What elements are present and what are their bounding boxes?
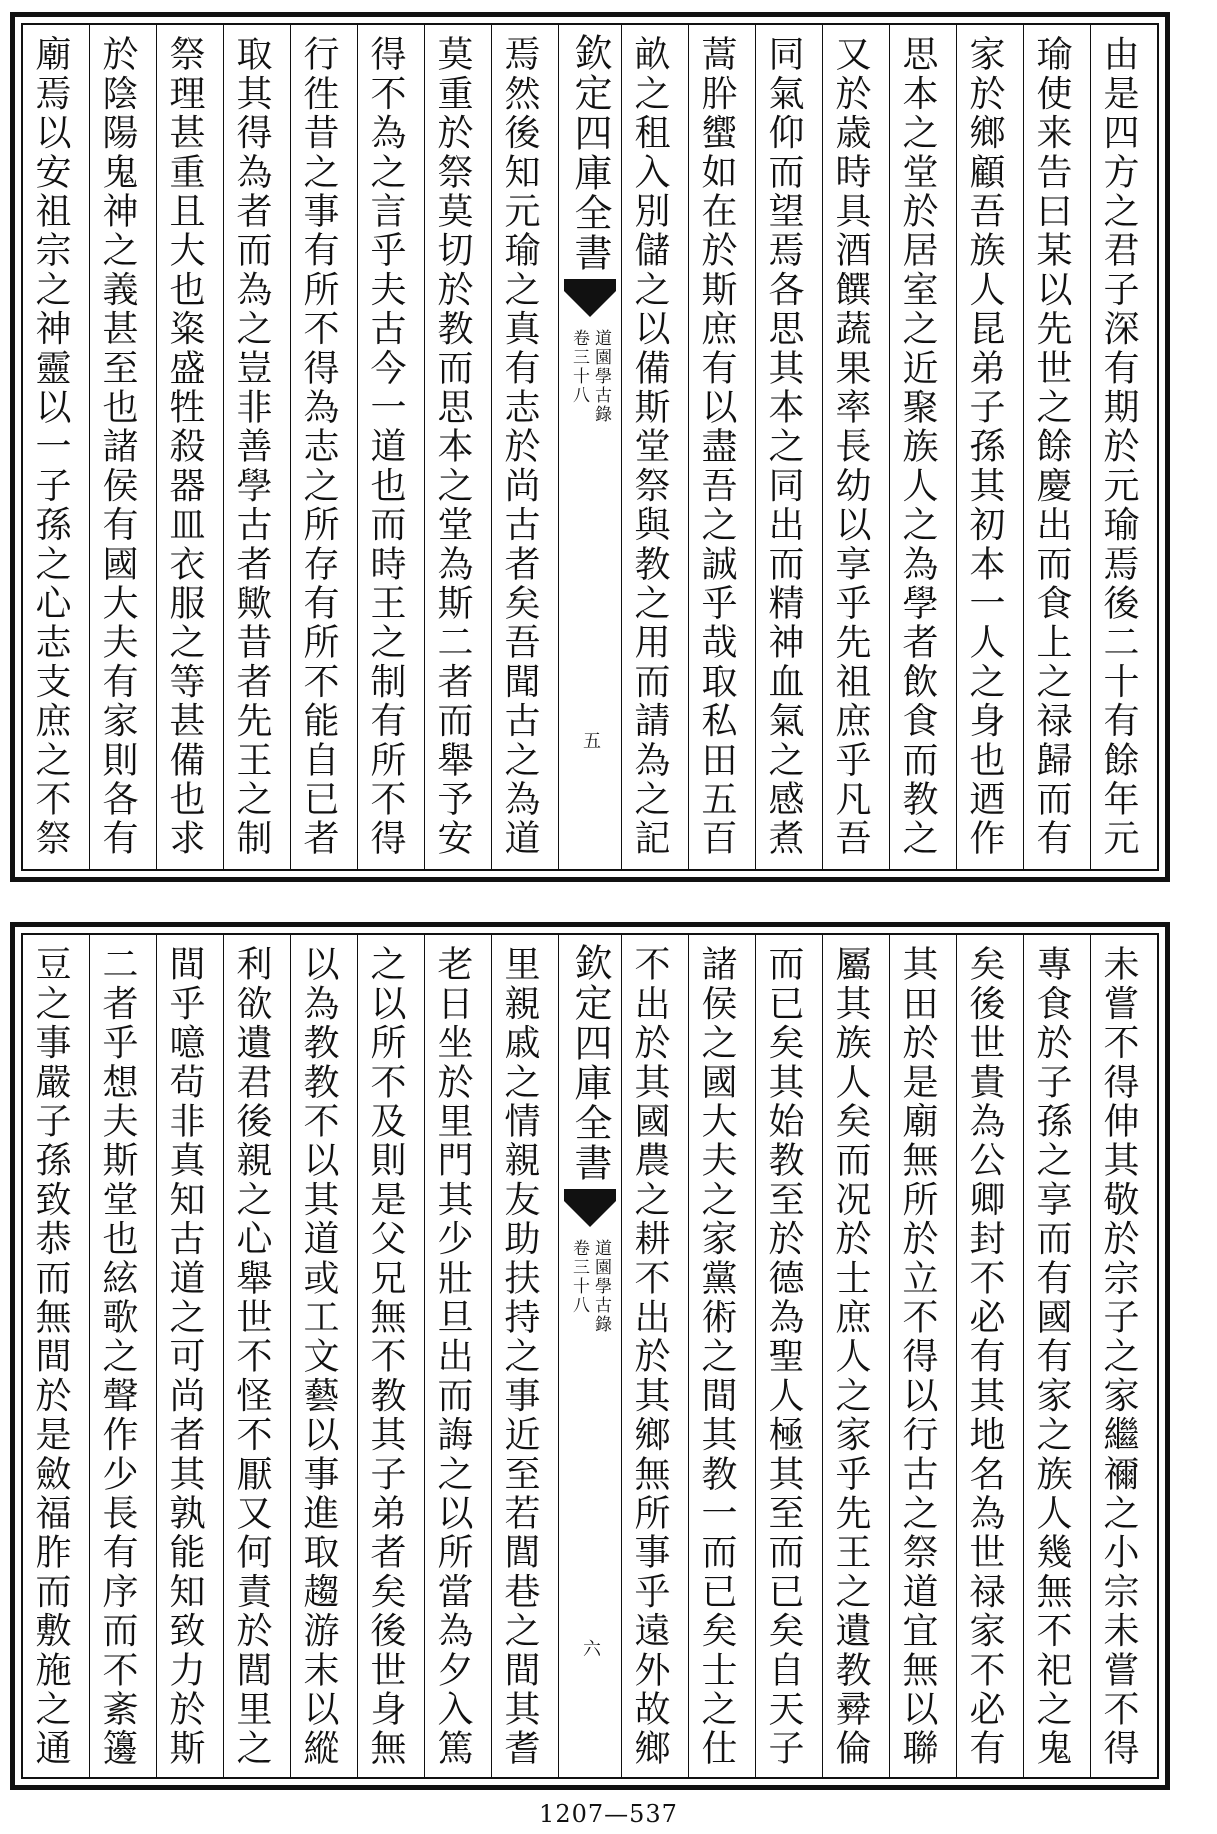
text-column: 其田於是廟無所於立不得以行古之祭道宜無以聯 (889, 935, 956, 1777)
book-title: 道園學古錄 (591, 1239, 611, 1334)
text-column: 於陰陽鬼神之義甚至也諸侯有國大夫有家則各有 (89, 25, 156, 869)
page-frame (21, 933, 1159, 1779)
center-subtitle (569, 1239, 611, 1334)
fish-tail-mark-icon (564, 1189, 616, 1229)
text-column: 間乎噫茍非真知古道之可尚者其孰能知致力於斯 (156, 935, 223, 1777)
text-column: 矣後世貴為公卿封不必有其地名為世禄家不必有 (956, 935, 1023, 1777)
text-column: 之以所不及則是父兄無不教其子弟者矣後世身無 (357, 935, 424, 1777)
text-column: 老日坐於里門其少壯旦出而誨之以所當為夕入篤 (424, 935, 491, 1777)
text-column: 以為教教不以其道或工文藝以事進取趨游末以縱 (290, 935, 357, 1777)
page-number: 五 (580, 731, 601, 749)
collection-title: 欽定四庫全書 (568, 943, 612, 1183)
text-column: 又於歳時具酒饌蔬果率長幼以享乎先祖庶乎凡吾 (822, 25, 889, 869)
text-column: 瑜使来告曰某以先世之餘慶出而食上之禄歸而有 (1023, 25, 1090, 869)
text-column: 祭理甚重且大也粢盛牲殺器皿衣服之等甚備也求 (156, 25, 223, 869)
text-columns (23, 935, 1157, 1777)
text-column: 畝之租入別儲之以備斯堂祭與教之用而請為之記 (621, 25, 688, 869)
text-column: 取其得為者而為之豈非善學古者歟昔者先王之制 (223, 25, 290, 869)
text-column: 同氣仰而望焉各思其本之同出而精神血氣之感煮 (755, 25, 822, 869)
text-column: 莫重於祭莫切於教而思本之堂為斯二者而舉予安 (424, 25, 491, 869)
center-subtitle (569, 329, 611, 424)
page-frame (21, 23, 1159, 871)
text-column: 家於鄉顧吾族人昆弟子孫其初本一人之身也迺作 (956, 25, 1023, 869)
text-column: 蒿肸蠁如在於斯庶有以盡吾之誠乎哉取私田五百 (688, 25, 755, 869)
text-column: 焉然後知元瑜之真有志於尚古者矣吾聞古之為道 (491, 25, 558, 869)
text-column: 由是四方之君子深有期於元瑜焉後二十有餘年元 (1090, 25, 1157, 869)
text-column: 思本之堂於居室之近聚族人之為學者飲食而教之 (889, 25, 956, 869)
center-fold (558, 25, 621, 869)
book-page-1 (10, 12, 1170, 882)
collection-title: 欽定四庫全書 (568, 33, 612, 273)
text-column: 行徃昔之事有所不得為志之所存有所不能自已者 (290, 25, 357, 869)
scan-page-code: 1207—537 (539, 1800, 678, 1828)
text-column: 二者乎想夫斯堂也絃歌之聲作少長有序而不紊籩 (89, 935, 156, 1777)
volume-label: 卷三十八 (569, 1239, 589, 1315)
text-column: 利欲遺君後親之心舉世不怪不厭又何責於閭里之 (223, 935, 290, 1777)
fish-tail-mark-icon (564, 279, 616, 319)
volume-label: 卷三十八 (569, 329, 589, 405)
text-column: 屬其族人矣而况於士庶人之家乎先王之遺教彛倫 (822, 935, 889, 1777)
text-column: 得不為之言乎夫古今一道也而時王之制有所不得 (357, 25, 424, 869)
center-fold (558, 935, 621, 1777)
text-column: 諸侯之國大夫之家黨術之間其教一而已矣士之仕 (688, 935, 755, 1777)
text-column: 而已矣其始教至於德為聖人極其至而已矣自天子 (755, 935, 822, 1777)
text-column: 里親戚之情親友助扶持之事近至若閭巷之間其耆 (491, 935, 558, 1777)
text-columns (23, 25, 1157, 869)
text-column: 未嘗不得伸其敬於宗子之家繼禰之小宗未嘗不得 (1090, 935, 1157, 1777)
page-number: 六 (580, 1639, 601, 1657)
text-column: 專食於子孫之享而有國有家之族人幾無不祀之鬼 (1023, 935, 1090, 1777)
text-column: 廟焉以安祖宗之神靈以一子孫之心志支庶之不祭 (30, 35, 71, 859)
text-column: 不出於其國農之耕不出於其鄉無所事乎遠外故鄉 (621, 935, 688, 1777)
book-title: 道園學古錄 (591, 329, 611, 424)
text-column: 豆之事嚴子孫致恭而無間於是斂福胙而敷施之通 (30, 945, 71, 1769)
book-page-2 (10, 922, 1170, 1790)
